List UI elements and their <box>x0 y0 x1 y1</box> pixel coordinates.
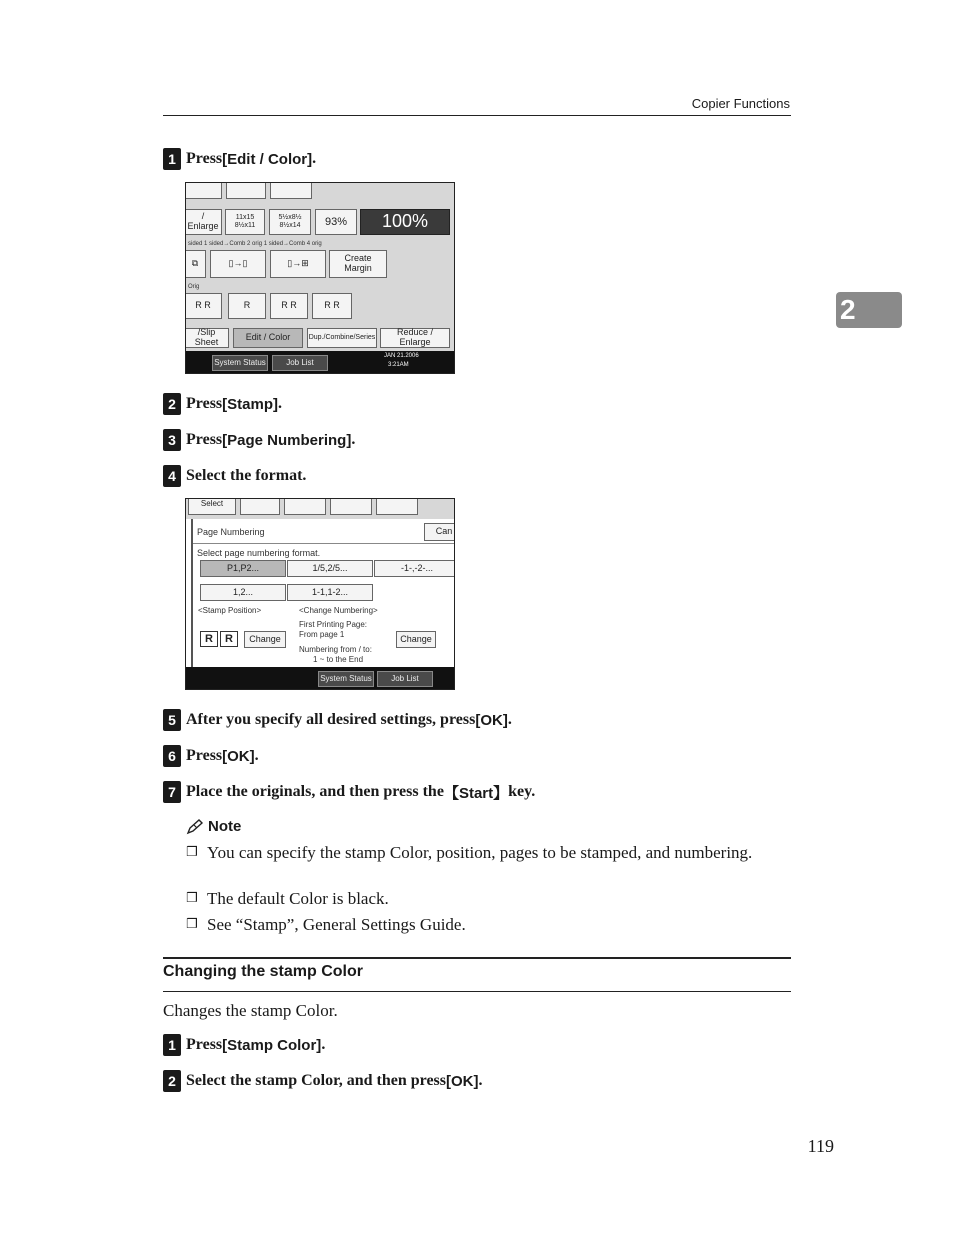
format-fraction-button[interactable]: 1/5,2/5... <box>287 560 373 577</box>
ratio-100-button[interactable]: 100% <box>360 209 450 235</box>
section-title: Changing the stamp Color <box>163 963 363 980</box>
stamp-position-icon: R <box>220 631 238 647</box>
orientation-icon[interactable]: R R <box>270 293 308 319</box>
system-status-button[interactable]: System Status <box>318 671 374 687</box>
note-heading: Note <box>186 818 241 835</box>
cancel-button[interactable]: Can <box>424 523 455 541</box>
stamp-position-icon: R <box>200 631 218 647</box>
format-number-button[interactable]: 1,2... <box>200 584 286 601</box>
step-7: 7 Place the originals, and then press the 【Start】 key. <box>163 781 535 803</box>
dialog-title: Page Numbering <box>197 527 265 537</box>
checkbox-bullet-icon: ❒ <box>186 845 198 860</box>
select-button[interactable]: Select <box>188 498 236 515</box>
combine-2-icon[interactable]: ▯→▯ <box>210 250 266 278</box>
time-readout: 3:21AM <box>388 362 409 368</box>
step-5: 5 After you specify all desired settings, press [OK] . <box>163 709 512 731</box>
orientation-icon[interactable]: R <box>228 293 266 319</box>
stamp-position-label: <Stamp Position> <box>198 606 262 615</box>
format-p1-p2-button[interactable]: P1,P2... <box>200 560 286 577</box>
copier-screen-page-numbering: Select Page Numbering Can Select page numbering format. P1,P2... 1/5,2/5... -1-,-2-... 1,2... 1-1,1-2... <Stamp Position> <Change Numbering> First Printing Page: From page 1 Numbering from / to: 1 ~ to the End R R Change Change System Status Job List <box>185 498 455 690</box>
section-rule-bottom <box>163 991 791 992</box>
orientation-icon[interactable]: R R <box>312 293 352 319</box>
step-1: 1 Press [Edit / Color] . <box>163 148 316 170</box>
change-numbering-label: <Change Numbering> <box>299 606 378 615</box>
enlarge-button[interactable]: / Enlarge <box>185 209 222 235</box>
step-4: 4 Select the format. <box>163 465 306 487</box>
tab-edit-color[interactable]: Edit / Color <box>233 328 303 348</box>
checkbox-bullet-icon: ❒ <box>186 891 198 906</box>
system-status-button[interactable]: System Status <box>212 355 268 371</box>
note-item: ❒ You can specify the stamp Color, position, pages to be stamped, and numbering. <box>186 843 753 862</box>
chapter-tab: 2 <box>836 292 902 328</box>
ratio-93-button[interactable]: 93% <box>315 209 357 235</box>
job-list-button[interactable]: Job List <box>377 671 433 687</box>
format-chapter-button[interactable]: 1-1,1-2... <box>287 584 373 601</box>
step-3: 3 Press [Page Numbering] . <box>163 429 355 451</box>
format-prompt: Select page numbering format. <box>197 548 321 558</box>
copier-screen-edit-color: / Enlarge 11x15 8½x11 5½x8½ 8½x14 93% 100% sided 1 sided→Comb 2 orig 1 sided→Comb 4 orig ⧉ ▯→▯ ▯→⊞ Create Margin Orig R R R R R R R /Slip Sheet Edit / Color Dup./Combine/Series Reduce / Enlarge System Status Job List JAN 21.2006 3:21AM <box>185 182 455 374</box>
page-number: 119 <box>807 1136 834 1156</box>
header-section-label: Copier Functions <box>691 96 790 111</box>
tab-reduce-enlarge[interactable]: Reduce / Enlarge <box>380 328 450 348</box>
date-readout: JAN 21.2006 <box>384 353 419 359</box>
step-b-2: 2 Select the stamp Color, and then press [OK] . <box>163 1070 483 1092</box>
orientation-icon[interactable]: R R <box>185 293 222 319</box>
checkbox-bullet-icon: ❒ <box>186 917 198 932</box>
step-number: 1 <box>163 148 181 170</box>
format-dash-button[interactable]: -1-,-2-... <box>374 560 455 577</box>
ratio-button[interactable]: 11x15 8½x11 <box>225 209 265 235</box>
duplex-icon[interactable]: ⧉ <box>185 250 206 278</box>
step-6: 6 Press [OK] . <box>163 745 259 767</box>
combine-4-icon[interactable]: ▯→⊞ <box>270 250 326 278</box>
section-rule-top <box>163 957 791 959</box>
job-list-button[interactable]: Job List <box>272 355 328 371</box>
status-bar <box>186 667 454 689</box>
change-position-button[interactable]: Change <box>244 631 286 648</box>
tab-dup-combine-series[interactable]: Dup./Combine/Series <box>307 328 377 348</box>
note-item: ❒ The default Color is black. <box>186 889 389 908</box>
section-intro: Changes the stamp Color. <box>163 1001 338 1020</box>
step-2: 2 Press [Stamp] . <box>163 393 282 415</box>
create-margin-button[interactable]: Create Margin <box>329 250 387 278</box>
step-b-1: 1 Press [Stamp Color] . <box>163 1034 325 1056</box>
note-item: ❒ See “Stamp”, General Settings Guide. <box>186 915 466 934</box>
header-rule <box>163 115 791 116</box>
change-numbering-button[interactable]: Change <box>396 631 436 648</box>
ratio-button[interactable]: 5½x8½ 8½x14 <box>269 209 311 235</box>
status-bar <box>186 351 454 373</box>
pencil-icon <box>186 819 204 835</box>
tab-slip-sheet[interactable]: /Slip Sheet <box>185 328 229 348</box>
